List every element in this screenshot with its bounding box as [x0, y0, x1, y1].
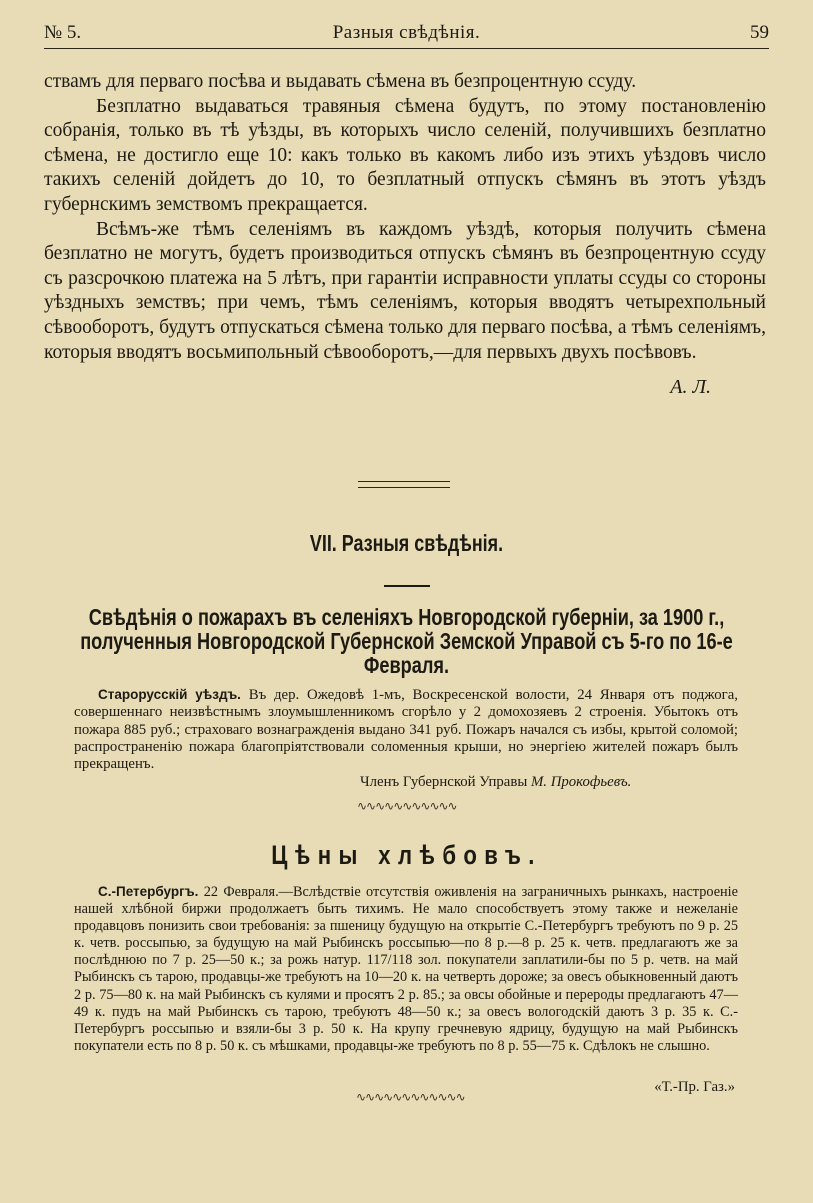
- prices-text: 22 Февраля.—Вслѣдствіе отсутствія оживленія на заграничныхъ рынкахъ, настроеніе нашей хлѣбной биржи продолжаетъ быть тихимъ. Не мало способствуетъ этому также и нежеланіе продавцовъ понизить свои требованія: за пшеницу будущую на открытіе С.-Петербургъ требуютъ по 9 р. 25 к. четв. россыпью, за будущую на май Рыбинскъ россыпью—по 8 р.—8 р. 25 к. четв. предлагаютъ же за послѣднюю по 7 р. 25—50 к.; за рожь натур. 117/118 зол. покупатели заплатили-бы по 5 р. четв. на май Рыбинскъ съ тарою, продавцы-же требуютъ на 10—20 к. на четверть дороже; за овесъ обыкновенный даютъ 2 р. 75—80 к. на май Рыбинскъ съ кулями и просятъ 2 р. 85.; за овсы обойные и перероды предлагаютъ 47—49 к. пудъ на май Рыбинскъ съ тарою, требуютъ 48—50 к.; за овесъ вологодскій даютъ 3 р. 35 к. С.-Петербургъ россыпью и взяли-бы 3 р. 50 к. На крупу гречневую ядрицу, будущую на май Рыбинскъ покупатели есть по 8 р. 50 к. съ мѣшками, продавцы-же требуютъ по 8 р. 55—75 к. Сдѣлокъ не слышно.: [74, 884, 739, 1054]
- running-title: Разныя свѣдѣнія.: [332, 22, 481, 43]
- wave-ornament: ∿∿∿∿∿∿∿∿∿∿∿∿: [356, 1090, 465, 1104]
- wave-ornament: ∿∿∿∿∿∿∿∿∿∿∿: [357, 799, 457, 813]
- prices-report: [74, 883, 738, 1055]
- fires-heading: Свѣдѣнія о пожарахъ въ селеніяхъ Новгородской губерніи, за 1900 г., полученныя Новгородской Губернской Земской Управой съ 5-го по 16-е Февраля.: [80, 604, 733, 678]
- section-title: VII. Разныя свѣдѣнія.: [309, 530, 504, 556]
- fire-report-text: Въ дер. Ожедовѣ 1-мъ, Воскресенской волости, 24 Января отъ поджога, совершеннаго неизвѣстнымъ злоумышленникомъ сгорѣло у 2 домохозяевъ 2 строенія. Убытокъ отъ пожара 885 руб.; страховаго вознагражденія выдано 341 руб. Пожаръ начался съ избы, крытой соломой; распространенію пожара благопріятствовали соломенныя крыши, но энергіею жителей пожаръ былъ прекращенъ.: [74, 687, 738, 773]
- page-number: 59: [750, 22, 769, 43]
- paragraph: Безплатно выдаваться травяныя сѣмена будутъ, по этому постановленію собранія, только въ тѣ уѣзды, въ которыхъ число селеній, получившихъ безплатно сѣмена, не достигло еще 10: какъ только въ какомъ либо изъ этихъ уѣздовъ число такихъ селеній дойдетъ до 10, то безплатный отпускъ сѣмянъ въ этотъ уѣздъ губернскимъ земствомъ прекращается.: [44, 95, 766, 215]
- prices-heading: Цѣны хлѣбовъ.: [271, 840, 542, 870]
- uezd-name: Старорусскій уѣздъ.: [98, 687, 241, 702]
- article-continuation: [44, 70, 766, 400]
- divider-ornament: [358, 481, 450, 488]
- source-citation: «Т.-Пр. Газ.»: [654, 1079, 735, 1095]
- report-signature: [360, 774, 631, 791]
- issue-number: № 5.: [44, 22, 82, 43]
- paragraph: ствамъ для перваго посѣва и выдавать сѣмена въ безпроцентную ссуду.: [44, 71, 637, 92]
- author-signature: А. Л.: [670, 376, 711, 399]
- member-label: Членъ Губернской Управы: [360, 774, 528, 790]
- divider-rule: [384, 585, 430, 587]
- paragraph: Всѣмъ-же тѣмъ селеніямъ въ каждомъ уѣздѣ, которыя получить сѣмена безплатно не могутъ, будетъ производиться отпускъ сѣмянъ въ безпроцентную ссуду съ разсрочкою платежа на 5 лѣтъ, при гарантіи исправности уплаты ссуды со стороны уѣздныхъ земствъ; при чемъ, тѣмъ селеніямъ, которыя вводятъ четырехпольный сѣвооборотъ, будутъ отпускаться сѣмена только для перваго посѣва, а тѣмъ селеніямъ, которыя вводятъ восьмипольный сѣвооборотъ,—для первыхъ двухъ посѣвовъ.: [44, 218, 766, 363]
- member-name: М. Прокофьевъ.: [530, 774, 632, 790]
- running-header: [44, 18, 769, 49]
- fire-report: [74, 686, 738, 773]
- city-name: С.-Петербургъ.: [98, 884, 199, 899]
